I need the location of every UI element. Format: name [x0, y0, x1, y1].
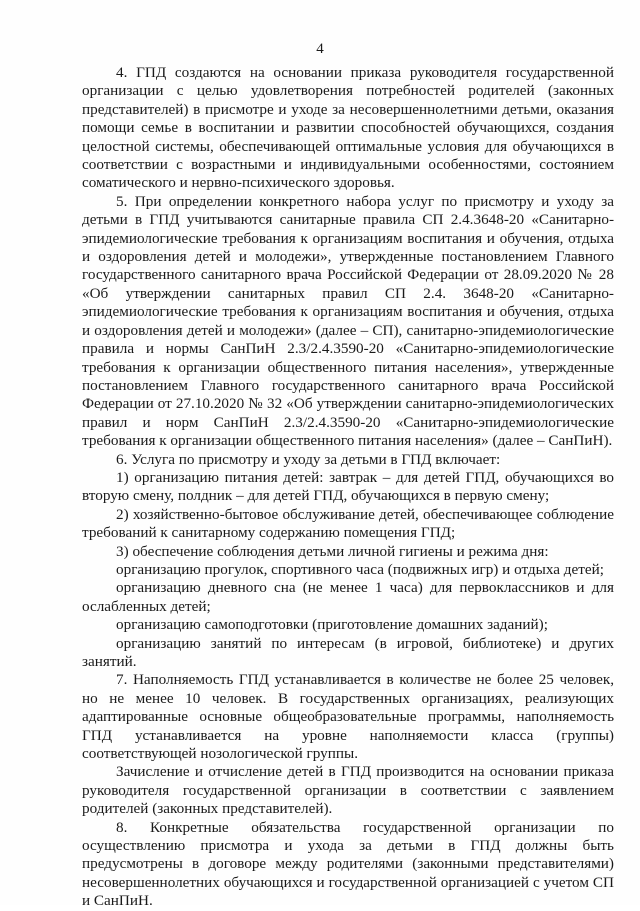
sub-item-self-study: организацию самоподготовки (приготовление домашних заданий); [116, 616, 548, 634]
page-number: 4 [316, 41, 324, 57]
list-item-3: 3) обеспечение соблюдения детьми личной гигиены и режима дня: [116, 542, 549, 560]
list-item-2: 2) хозяйственно-бытовое обслуживание детей, обеспечивающее соблюдение требований к санитарному содержанию помещения ГПД; [82, 505, 614, 542]
paragraph-8: 8. Конкретные обязательства государственной организации по осуществлению присмотра и ухода за детьми в ГПД должны быть предусмотрены в договоре между родителями (законными представителями) несовершеннолетних обучающихся и государственной организацией с учетом СП и СанПиН. [82, 818, 614, 910]
paragraph-6: 6. Услуга по присмотру и уходу за детьми в ГПД включает: [116, 450, 501, 468]
paragraph-5: 5. При определении конкретного набора услуг по присмотру и уходу за детьми в ГПД учитываются санитарные правила СП 2.4.3648-20 «Санитарно-эпидемиологические требования к организациям воспитания и обучения, отдыха и оздоровления детей и молодежи», утвержденные постановлением Главного государственного санитарного врача Российской Федерации от 28.09.2020 № 28 «Об утверждении санитарных правил СП 2.4. 3648-20 «Санитарно-эпидемиологические требования к организациям воспитания и обучения, отдыха и оздоровления детей и молодежи» (далее – СП), санитарно-эпидемиологические правила и нормы СанПиН 2.3/2.4.3590-20 «Санитарно-эпидемиологические требования к организации общественного питания населения», утвержденные постановлением Главного государственного санитарного врача Российской Федерации от 27.10.2020 № 32 «Об утверждении санитарно-эпидемиологических правил и норм СанПиН 2.3/2.4.3590-20 «Санитарно-эпидемиологические требования к организации общественного питания населения» (далее – СанПиН). [82, 192, 614, 450]
paragraph-7: 7. Наполняемость ГПД устанавливается в количестве не более 25 человек, но не менее 10 человек. В государственных организациях, реализующих адаптированные основные общеобразовательные программы, наполняемость ГПД устанавливается на уровне наполняемости класса (группы) соответствующей нозологической группы. [82, 671, 614, 763]
list-item-1: 1) организацию питания детей: завтрак – для детей ГПД, обучающихся во вторую смену, полдник – для детей ГПД, обучающихся в первую смену; [82, 468, 614, 505]
sub-item-walks: организацию прогулок, спортивного часа (подвижных игр) и отдыха детей; [116, 560, 604, 578]
sub-item-sleep: организацию дневного сна (не менее 1 часа) для первоклассников и для ослабленных детей; [82, 579, 614, 615]
paragraph-enrollment: Зачисление и отчисление детей в ГПД производится на основании приказа руководителя государственной организации в соответствии с заявлением родителей (законных представителей). [82, 763, 614, 818]
paragraph-4: 4. ГПД создаются на основании приказа руководителя государственной организации с целью удовлетворения потребностей родителей (законных представителей) в присмотре и уходе за несовершеннолетними детьми, оказания помощи семье в воспитании и развитии способностей обучающихся, создания целостной системы, обеспечивающей оптимальные условия для обучающихся в соответствии с возрастными и индивидуальными особенностями, состоянием соматического и нервно-психического здоровья. [82, 64, 614, 192]
sub-item-interests: организацию занятий по интересам (в игровой, библиотеке) и других занятий. [82, 634, 614, 670]
document-body [82, 64, 614, 911]
